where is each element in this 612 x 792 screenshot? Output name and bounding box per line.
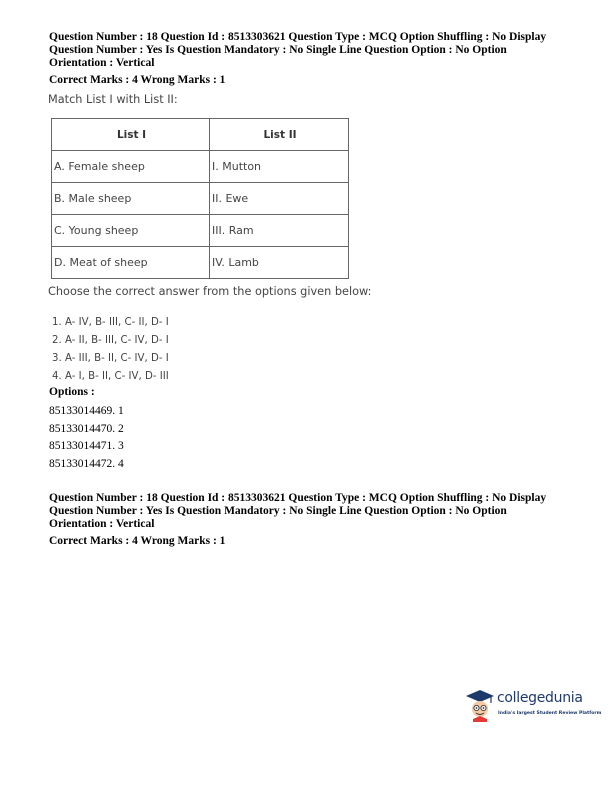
- answer-choice: 1. A- IV, B- III, C- II, D- I: [52, 317, 169, 328]
- table-row: [52, 247, 349, 279]
- table-cell: I. Mutton: [210, 151, 349, 183]
- table-cell: C. Young sheep: [52, 215, 210, 247]
- option-item: 85133014471. 3: [49, 440, 124, 452]
- table-row: [52, 215, 349, 247]
- table-header-row: [52, 119, 349, 151]
- marks-line: Correct Marks : 4 Wrong Marks : 1: [49, 74, 226, 86]
- option-item: 85133014469. 1: [49, 405, 124, 417]
- column-header-list-2: List II: [210, 119, 349, 151]
- table-cell: II. Ewe: [210, 183, 349, 215]
- options-list: [49, 403, 124, 473]
- match-table: [51, 118, 349, 279]
- question-header: [49, 31, 589, 87]
- option-item: 85133014470. 2: [49, 422, 124, 435]
- table-row: [52, 151, 349, 183]
- table-cell: IV. Lamb: [210, 247, 349, 279]
- graduate-mascot-icon: [465, 688, 495, 722]
- question-header-line: Question Number : Yes Is Question Mandatory : No Single Line Question Option : No Option: [49, 44, 507, 56]
- instruction-text: Choose the correct answer from the options given below:: [48, 285, 372, 298]
- question-header-line: Question Number : 18 Question Id : 8513303621 Question Type : MCQ Option Shuffling : No Display: [49, 31, 547, 43]
- answer-list: [52, 314, 169, 386]
- table-cell: D. Meat of sheep: [52, 247, 210, 279]
- option-item: 85133014472. 4: [49, 457, 124, 470]
- question-header-line: Question Number : Yes Is Question Mandatory : No Single Line Question Option : No Option: [49, 505, 507, 517]
- options-label: Options :: [49, 386, 95, 398]
- table-cell: A. Female sheep: [52, 151, 210, 183]
- answer-choice: 2. A- II, B- III, C- IV, D- I: [52, 335, 169, 346]
- marks-line: Correct Marks : 4 Wrong Marks : 1: [49, 535, 226, 547]
- table-cell: B. Male sheep: [52, 183, 210, 215]
- question-header: [49, 492, 589, 548]
- logo-tagline: India's largest Student Review Platform: [498, 711, 602, 716]
- column-header-list-1: List I: [52, 119, 210, 151]
- table-cell: III. Ram: [210, 215, 349, 247]
- answer-choice: 4. A- I, B- II, C- IV, D- III: [52, 371, 169, 382]
- answer-choice: 3. A- III, B- II, C- IV, D- I: [52, 353, 169, 364]
- question-header-line: Orientation : Vertical: [49, 518, 155, 530]
- question-header-line: Question Number : 18 Question Id : 8513303621 Question Type : MCQ Option Shuffling : No Display: [49, 492, 547, 504]
- logo-brand-text: collegedunia: [497, 690, 583, 706]
- question-header-line: Orientation : Vertical: [49, 57, 155, 69]
- question-prompt: Match List I with List II:: [48, 93, 178, 106]
- table-row: [52, 183, 349, 215]
- collegedunia-logo: [465, 688, 602, 728]
